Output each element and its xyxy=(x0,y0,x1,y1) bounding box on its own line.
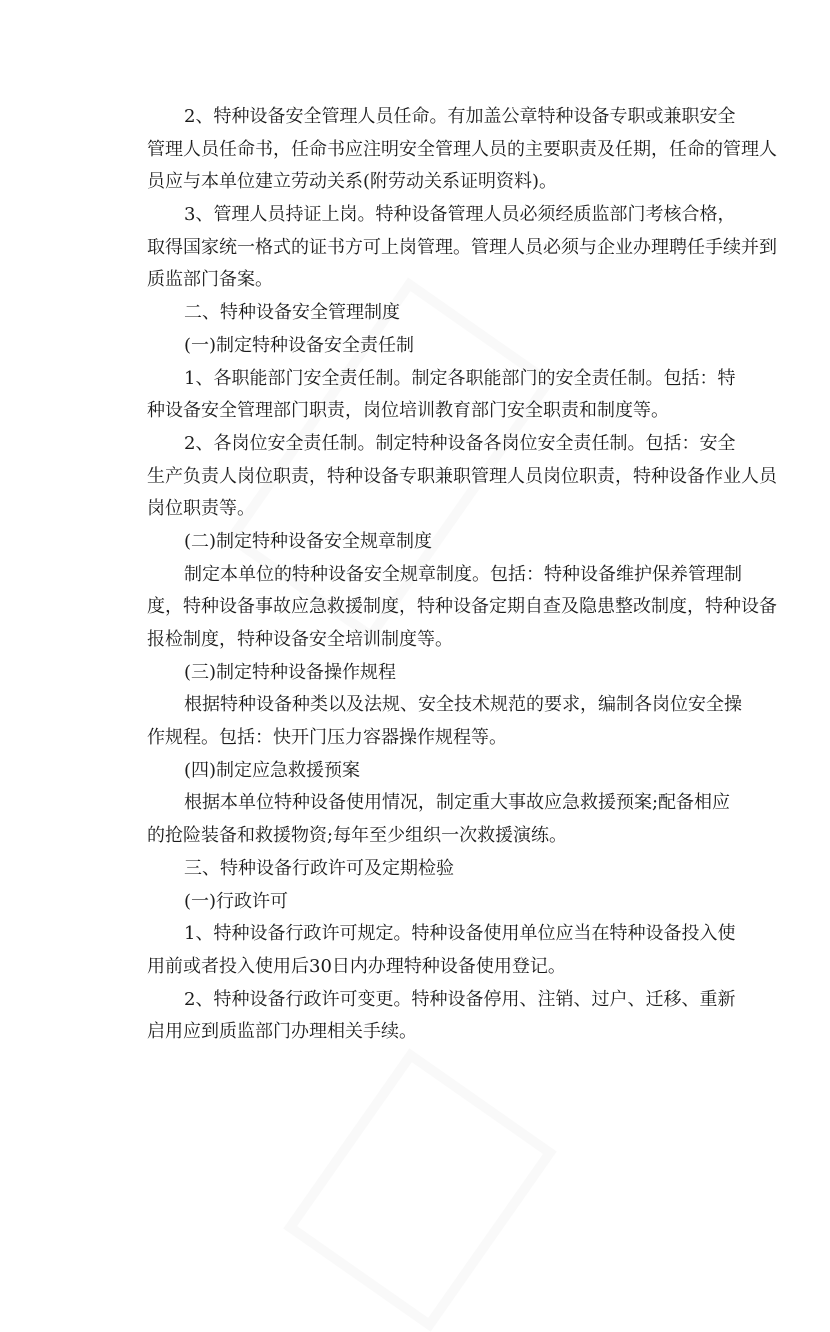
document-body xyxy=(147,101,777,1049)
text-line: 三、特种设备行政许可及定期检验 xyxy=(184,857,454,879)
text-line: (一)制定特种设备安全责任制 xyxy=(184,334,415,356)
paragraph xyxy=(147,363,736,428)
text-line: 岗位职责等。 xyxy=(147,498,255,520)
paragraph xyxy=(147,330,704,363)
text-line: (一)行政许可 xyxy=(184,890,289,912)
paragraph xyxy=(147,984,736,1049)
text-line: 2、特种设备行政许可变更。特种设备停用、注销、过户、迁移、重新 xyxy=(184,988,736,1010)
text-line: 3、管理人员持证上岗。特种设备管理人员必须经质监部门考核合格， xyxy=(184,204,736,226)
text-line: 管理人员任命书，任命书应注明安全管理人员的主要职责及任期，任命的管理人 xyxy=(147,138,777,160)
text-line: 1、特种设备行政许可规定。特种设备使用单位应当在特种设备投入使 xyxy=(184,923,736,945)
paragraph xyxy=(147,787,731,852)
text-line: (三)制定特种设备操作规程 xyxy=(184,661,397,683)
text-line: 制定本单位的特种设备安全规章制度。包括：特种设备维护保养管理制 xyxy=(184,563,742,585)
text-line: 二、特种设备安全管理制度 xyxy=(184,302,400,324)
paragraph xyxy=(147,755,704,788)
text-line: 质监部门备案。 xyxy=(147,269,273,291)
paragraph xyxy=(147,199,777,297)
paragraph xyxy=(147,689,742,754)
text-line: 的抢险装备和救援物资;每年至少组织一次救援演练。 xyxy=(147,825,568,847)
paragraph xyxy=(147,101,777,199)
paragraph xyxy=(147,526,704,559)
text-line: 生产负责人岗位职责，特种设备专职兼职管理人员岗位职责，特种设备作业人员 xyxy=(147,465,777,487)
paragraph xyxy=(147,559,777,657)
text-line: 根据本单位特种设备使用情况，制定重大事故应急救援预案;配备相应 xyxy=(184,792,731,814)
text-line: 取得国家统一格式的证书方可上岗管理。管理人员必须与企业办理聘任手续并到 xyxy=(147,236,777,258)
paragraph xyxy=(147,886,704,919)
text-line: 2、特种设备安全管理人员任命。有加盖公章特种设备专职或兼职安全 xyxy=(184,106,736,127)
text-line: 度，特种设备事故应急救援制度，特种设备定期自查及隐患整改制度，特种设备 xyxy=(147,596,777,618)
paragraph xyxy=(147,657,704,690)
text-line: 报检制度，特种设备安全培训制度等。 xyxy=(147,629,453,650)
text-line: (四)制定应急救援预案 xyxy=(184,759,361,781)
text-line: 1、各职能部门安全责任制。制定各职能部门的安全责任制。包括：特 xyxy=(184,367,736,389)
paragraph xyxy=(147,297,704,330)
text-line: 员应与本单位建立劳动关系(附劳动关系证明资料)。 xyxy=(147,171,558,193)
text-line: 种设备安全管理部门职责，岗位培训教育部门安全职责和制度等。 xyxy=(147,400,669,422)
text-line: 启用应到质监部门办理相关手续。 xyxy=(147,1021,417,1043)
text-line: 作规程。包括：快开门压力容器操作规程等。 xyxy=(147,727,507,749)
text-line: (二)制定特种设备安全规章制度 xyxy=(184,530,433,552)
paragraph xyxy=(147,918,736,983)
text-line: 根据特种设备种类以及法规、安全技术规范的要求，编制各岗位安全操 xyxy=(184,694,742,716)
text-line: 2、各岗位安全责任制。制定特种设备各岗位安全责任制。包括：安全 xyxy=(184,432,736,454)
text-line: 用前或者投入使用后30日内办理特种设备使用登记。 xyxy=(147,955,566,977)
watermark xyxy=(283,1048,557,1331)
paragraph xyxy=(147,853,704,886)
paragraph xyxy=(147,428,777,526)
